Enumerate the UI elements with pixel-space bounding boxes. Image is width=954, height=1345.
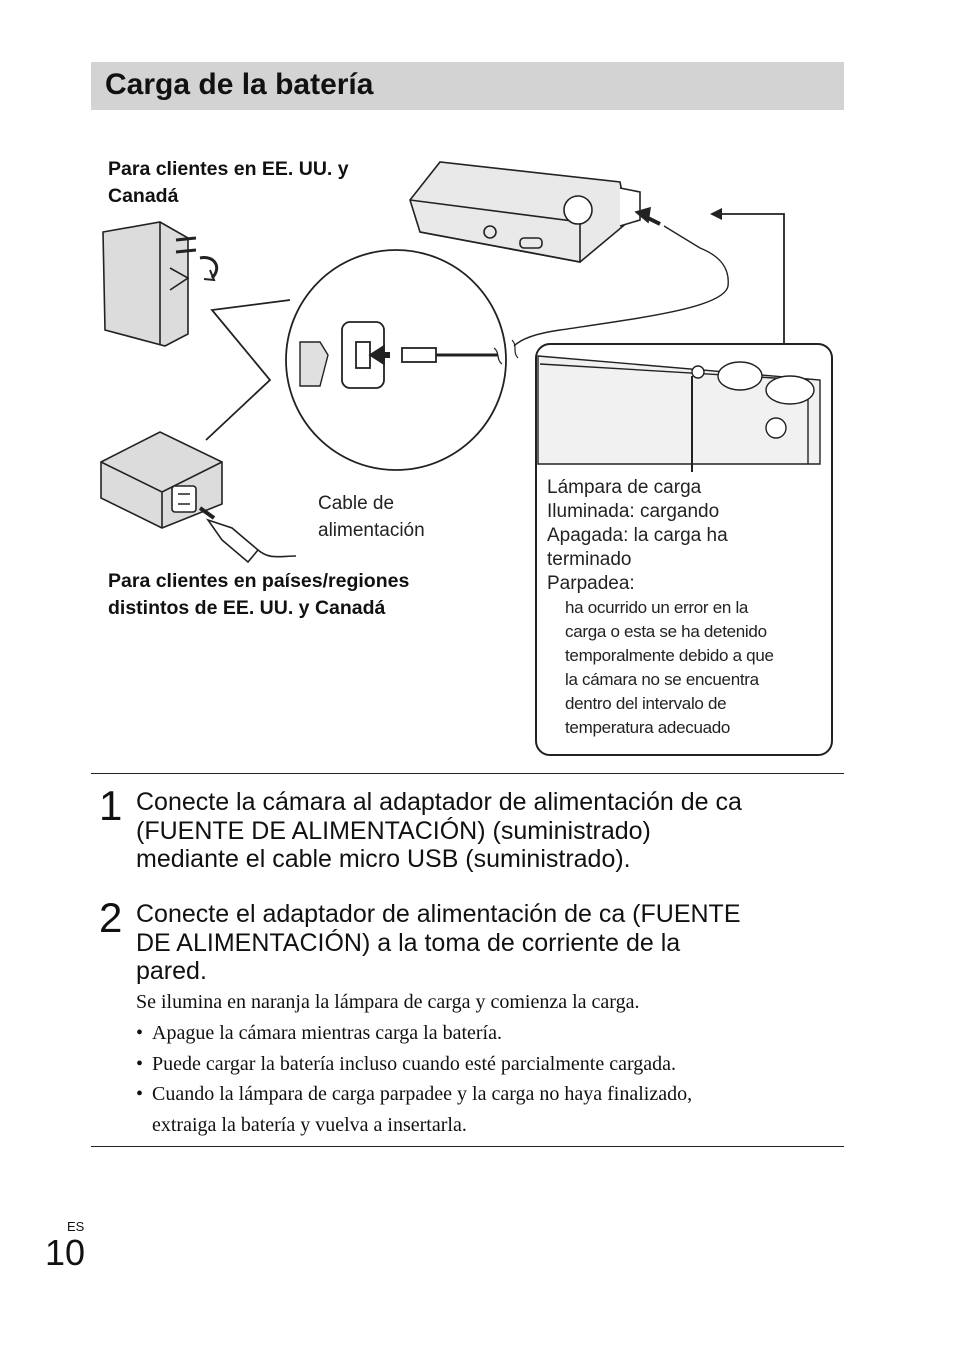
bullet-text: Puede cargar la batería incluso cuando esté parcialmente cargada.	[152, 1053, 677, 1075]
step-line: (FUENTE DE ALIMENTACIÓN) (suministrado)	[136, 816, 651, 845]
lamp-lit: Iluminada: cargando	[547, 501, 720, 522]
lamp-blink-desc: ha ocurrido un error en la	[565, 598, 749, 617]
bullet-text: Apague la cámara mientras carga la batería.	[152, 1022, 502, 1044]
bullet-dot: •	[136, 1022, 144, 1044]
step-number: 1	[99, 782, 123, 829]
step-line: pared.	[136, 957, 207, 985]
divider-top	[91, 773, 844, 774]
caption-other-line: Para clientes en países/regiones	[108, 570, 410, 592]
step-line: DE ALIMENTACIÓN) a la toma de corriente de la	[136, 928, 681, 957]
lamp-blink-desc: la cámara no se encuentra	[565, 670, 759, 689]
pointer-line	[716, 214, 784, 345]
step-text	[136, 900, 851, 986]
page-number: 10	[45, 1232, 86, 1273]
caption-other-regions	[108, 568, 488, 622]
caption-us-canada	[108, 156, 408, 210]
charge-lamp-text	[547, 476, 832, 740]
lamp-blink-label: Parpadea:	[547, 573, 635, 594]
caption-us-line: Canadá	[108, 185, 179, 207]
cable-label-line: Cable de	[318, 493, 395, 514]
page-language: ES	[67, 1219, 85, 1234]
bullet-dot: •	[136, 1083, 144, 1105]
step-text	[136, 788, 851, 874]
step-2-note: Se ilumina en naranja la lámpara de carga y comienza la carga.	[136, 991, 640, 1013]
step-line: Conecte el adaptador de alimentación de ca (FUENTE	[136, 900, 741, 928]
cable-label-line: alimentación	[318, 520, 425, 541]
step-line: Conecte la cámara al adaptador de alimentación de ca	[136, 788, 742, 816]
lamp-blink-desc: dentro del intervalo de	[565, 694, 727, 713]
bullet-item	[136, 1049, 836, 1080]
us-ac-adapter-illustration	[103, 222, 217, 346]
bullet-dot: •	[136, 1053, 144, 1075]
bullet-item	[136, 1018, 836, 1049]
bullet-text: extraiga la batería y vuelva a insertarla.	[152, 1114, 467, 1136]
lamp-blink-desc: carga o esta se ha detenido	[565, 622, 767, 641]
usb-connection-zoom	[206, 250, 518, 470]
power-cable-label	[318, 490, 425, 544]
page-title: Carga de la batería	[105, 68, 374, 101]
bullet-text: Cuando la lámpara de carga parpadee y la carga no haya finalizado,	[152, 1083, 693, 1105]
lamp-off: terminado	[547, 549, 632, 570]
step-number: 2	[99, 894, 123, 941]
caption-other-line: distintos de EE. UU. y Canadá	[108, 597, 386, 619]
lamp-title: Lámpara de carga	[547, 477, 702, 498]
lamp-blink-desc: temporalmente debido a que	[565, 646, 774, 665]
lamp-off: Apagada: la carga ha	[547, 525, 728, 546]
intl-ac-adapter-illustration	[101, 432, 296, 562]
lamp-blink-desc: temperatura adecuado	[565, 718, 731, 737]
bullet-item	[136, 1079, 836, 1141]
step-line: mediante el cable micro USB (suministrado).	[136, 845, 631, 873]
caption-us-line: Para clientes en EE. UU. y	[108, 158, 349, 180]
divider-bottom	[91, 1146, 844, 1147]
